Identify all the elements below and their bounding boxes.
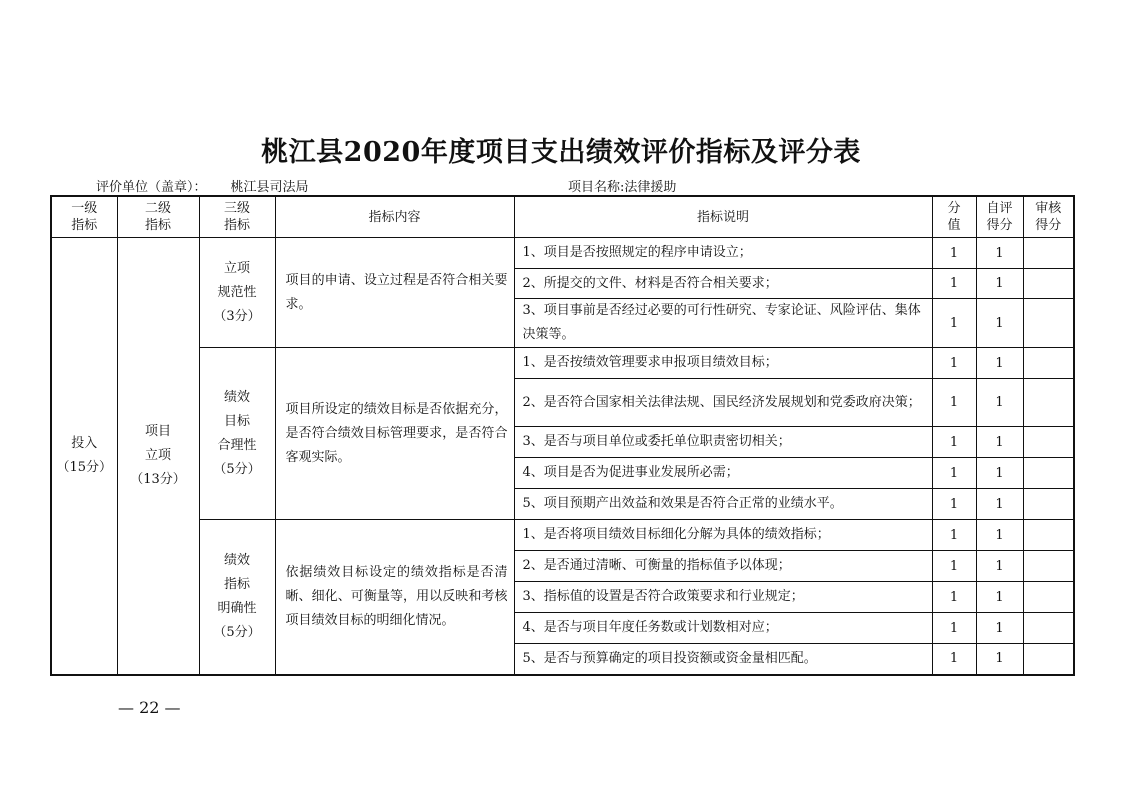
header-description: 指标说明: [514, 196, 932, 238]
content-cell: 项目所设定的绩效目标是否依据充分，是否符合绩效目标管理要求，是否符合客观实际。: [275, 348, 514, 520]
audit-score-cell: [1023, 299, 1074, 348]
header-level1: 一级 指标: [51, 196, 117, 238]
audit-score-cell: [1023, 348, 1074, 379]
desc-cell: 3、指标值的设置是否符合政策要求和行业规定；: [514, 582, 932, 613]
audit-score-cell: [1023, 520, 1074, 551]
score-cell: 1: [932, 427, 976, 458]
header-level3: 三级 指标: [199, 196, 275, 238]
table-row: [51, 238, 1074, 269]
audit-score-cell: [1023, 427, 1074, 458]
evaluation-unit-value: 桃江县司法局: [230, 180, 309, 195]
self-score-cell: 1: [976, 458, 1023, 489]
header-level2: 二级 指标: [117, 196, 199, 238]
level1-points: （15分）: [56, 459, 113, 475]
content-cell: 依据绩效目标设定的绩效指标是否清晰、细化、可衡量等，用以反映和考核项目绩效目标的明细化情况。: [275, 520, 514, 675]
desc-cell: 2、是否通过清晰、可衡量的指标值予以体现；: [514, 551, 932, 582]
level2-points: （13分）: [130, 471, 186, 487]
self-score-cell: 1: [976, 613, 1023, 644]
audit-score-cell: [1023, 582, 1074, 613]
score-cell: 1: [932, 238, 976, 269]
score-cell: 1: [932, 582, 976, 613]
self-score-cell: 1: [976, 238, 1023, 269]
desc-cell: 5、是否与预算确定的项目投资额或资金量相匹配。: [514, 644, 932, 675]
self-score-cell: 1: [976, 582, 1023, 613]
self-score-cell: 1: [976, 269, 1023, 299]
level3-cell: 立项 规范性 （3分）: [199, 238, 275, 348]
score-cell: 1: [932, 551, 976, 582]
score-cell: 1: [932, 458, 976, 489]
score-table: [50, 195, 1075, 676]
audit-score-cell: [1023, 489, 1074, 520]
score-cell: 1: [932, 613, 976, 644]
desc-cell: 3、项目事前是否经过必要的可行性研究、专家论证、风险评估、集体决策等。: [514, 299, 932, 348]
audit-score-cell: [1023, 613, 1074, 644]
level2-cell: [117, 238, 199, 675]
header-score: 分 值: [932, 196, 976, 238]
header-audit-score: 审核 得分: [1023, 196, 1074, 238]
audit-score-cell: [1023, 238, 1074, 269]
desc-cell: 1、是否将项目绩效目标细化分解为具体的绩效指标；: [514, 520, 932, 551]
score-cell: 1: [932, 644, 976, 675]
desc-cell: 3、是否与项目单位或委托单位职责密切相关；: [514, 427, 932, 458]
page-number: — 22 —: [118, 698, 181, 717]
project-name: 项目名称:法律援助: [568, 180, 677, 195]
header-content: 指标内容: [275, 196, 514, 238]
self-score-cell: 1: [976, 299, 1023, 348]
desc-cell: 4、项目是否为促进事业发展所必需；: [514, 458, 932, 489]
evaluation-unit-label: 评价单位（盖章）：: [96, 180, 207, 195]
self-score-cell: 1: [976, 644, 1023, 675]
level3-cell: 绩效 目标 合理性 （5分）: [199, 348, 275, 520]
evaluation-unit: [96, 176, 309, 195]
desc-cell: 2、是否符合国家相关法律法规、国民经济发展规划和党委政府决策；: [514, 379, 932, 427]
audit-score-cell: [1023, 269, 1074, 299]
desc-cell: 1、项目是否按照规定的程序申请设立；: [514, 238, 932, 269]
audit-score-cell: [1023, 551, 1074, 582]
self-score-cell: 1: [976, 520, 1023, 551]
audit-score-cell: [1023, 379, 1074, 427]
score-cell: 1: [932, 489, 976, 520]
table-row: [51, 520, 1074, 551]
self-score-cell: 1: [976, 427, 1023, 458]
audit-score-cell: [1023, 458, 1074, 489]
desc-cell: 5、项目预期产出效益和效果是否符合正常的业绩水平。: [514, 489, 932, 520]
score-cell: 1: [932, 299, 976, 348]
score-cell: 1: [932, 379, 976, 427]
desc-cell: 1、是否按绩效管理要求申报项目绩效目标；: [514, 348, 932, 379]
self-score-cell: 1: [976, 379, 1023, 427]
level1-name: 投入: [71, 435, 98, 451]
level2-name: 项目 立项: [144, 423, 171, 463]
self-score-cell: 1: [976, 489, 1023, 520]
table-row: [51, 348, 1074, 379]
desc-cell: 4、是否与项目年度任务数或计划数相对应；: [514, 613, 932, 644]
header-self-score: 自评 得分: [976, 196, 1023, 238]
self-score-cell: 1: [976, 551, 1023, 582]
content-cell: 项目的申请、设立过程是否符合相关要求。: [275, 238, 514, 348]
score-cell: 1: [932, 269, 976, 299]
score-cell: 1: [932, 348, 976, 379]
level1-cell: [51, 238, 117, 675]
audit-score-cell: [1023, 644, 1074, 675]
level3-cell: 绩效 指标 明确性 （5分）: [199, 520, 275, 675]
desc-cell: 2、所提交的文件、材料是否符合相关要求；: [514, 269, 932, 299]
self-score-cell: 1: [976, 348, 1023, 379]
score-cell: 1: [932, 520, 976, 551]
page-title: 桃江县2020年度项目支出绩效评价指标及评分表: [261, 137, 861, 168]
